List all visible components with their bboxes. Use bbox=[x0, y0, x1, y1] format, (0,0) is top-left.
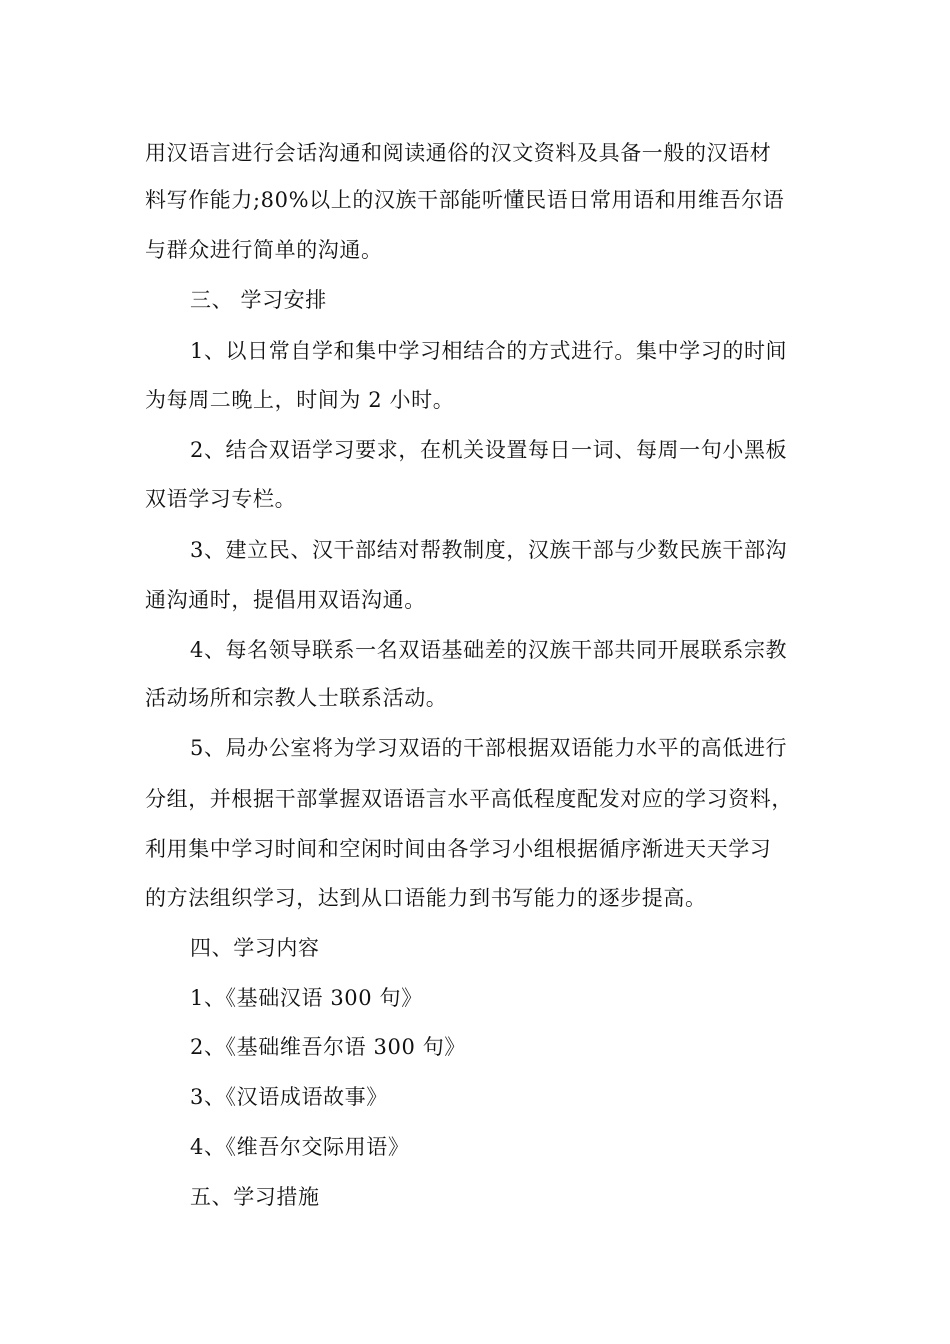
section-heading: 四、学习内容 bbox=[190, 936, 320, 960]
list-item: 2、结合双语学习要求，在机关设置每日一词、每周一句小黑板 bbox=[190, 438, 788, 462]
paragraph-line: 用汉语言进行会话沟通和阅读通俗的汉文资料及具备一般的汉语材 bbox=[145, 141, 772, 165]
section-heading: 三、 学习安排 bbox=[190, 288, 327, 312]
list-item: 2、《基础维吾尔语 300 句》 bbox=[190, 1035, 466, 1059]
list-item: 3、《汉语成语故事》 bbox=[190, 1085, 388, 1109]
paragraph-line: 料写作能力;80%以上的汉族干部能听懂民语日常用语和用维吾尔语 bbox=[145, 188, 785, 212]
paragraph-line: 双语学习专栏。 bbox=[145, 487, 297, 511]
list-item: 4、《维吾尔交际用语》 bbox=[190, 1135, 410, 1159]
paragraph-line: 与群众进行简单的沟通。 bbox=[145, 238, 383, 262]
list-item: 1、以日常自学和集中学习相结合的方式进行。集中学习的时间 bbox=[190, 339, 788, 363]
paragraph-line: 的方法组织学习，达到从口语能力到书写能力的逐步提高。 bbox=[145, 886, 707, 910]
paragraph-line: 利用集中学习时间和空闲时间由各学习小组根据循序渐进天天学习 bbox=[145, 837, 772, 861]
list-item: 1、《基础汉语 300 句》 bbox=[190, 986, 423, 1010]
paragraph-line: 通沟通时，提倡用双语沟通。 bbox=[145, 588, 426, 612]
list-item: 4、每名领导联系一名双语基础差的汉族干部共同开展联系宗教 bbox=[190, 638, 788, 662]
section-heading: 五、学习措施 bbox=[190, 1185, 320, 1209]
list-item: 5、局办公室将为学习双语的干部根据双语能力水平的高低进行 bbox=[190, 736, 788, 760]
paragraph-line: 活动场所和宗教人士联系活动。 bbox=[145, 686, 448, 710]
paragraph-line: 为每周二晚上，时间为 2 小时。 bbox=[145, 388, 455, 412]
paragraph-line: 分组，并根据干部掌握双语语言水平高低程度配发对应的学习资料， bbox=[145, 787, 793, 811]
list-item: 3、建立民、汉干部结对帮教制度，汉族干部与少数民族干部沟 bbox=[190, 538, 788, 562]
